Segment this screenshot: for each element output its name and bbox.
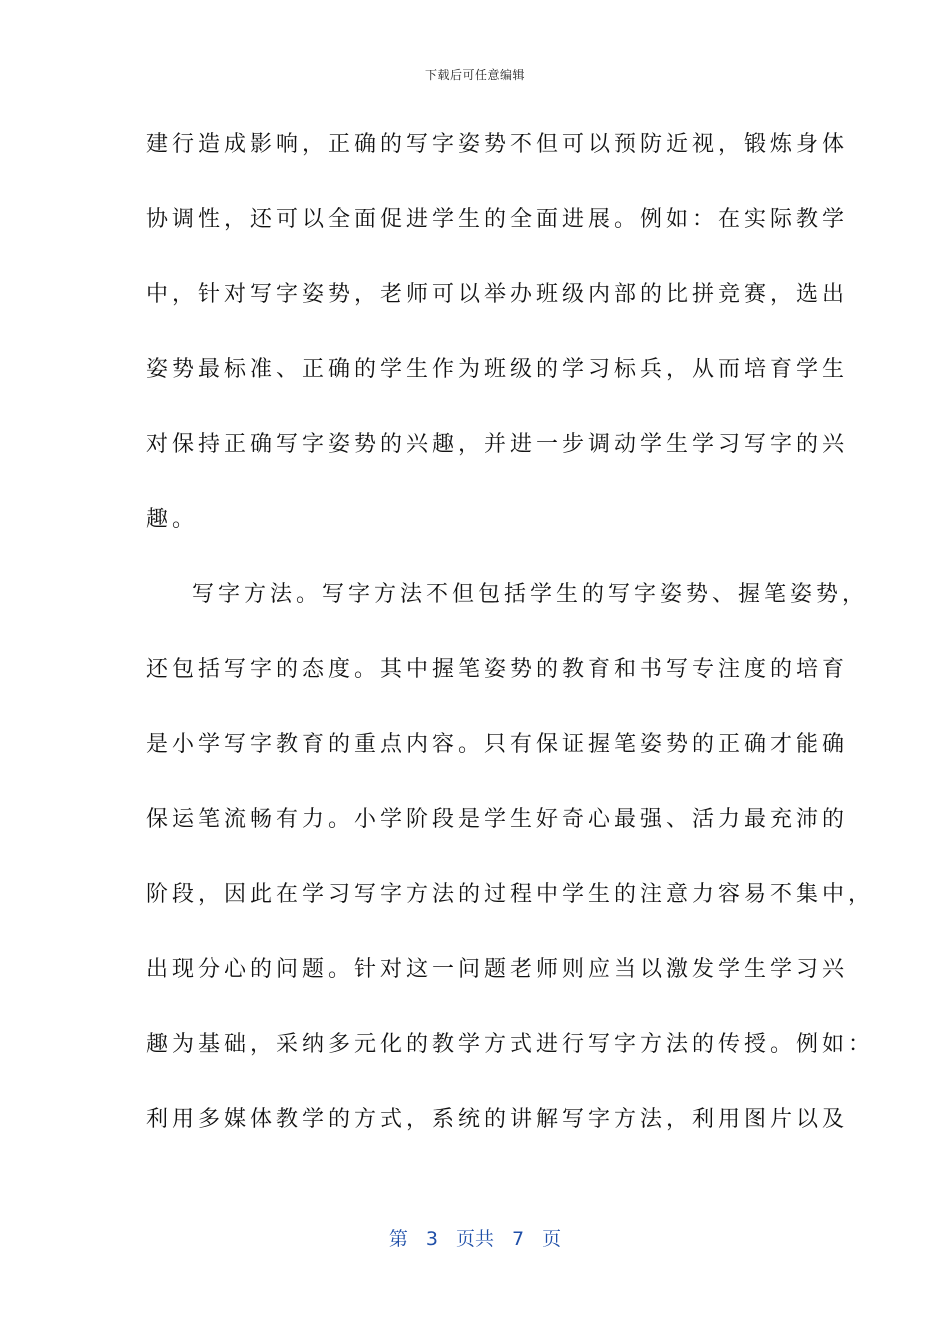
document-body xyxy=(146,122,875,1172)
body-line: 建行造成影响，正确的写字姿势不但可以预防近视，锻炼身体 xyxy=(146,132,849,157)
page-header-note: 下载后可任意编辑 xyxy=(424,68,525,82)
body-line: 趣为基础，采纳多元化的教学方式进行写字方法的传授。例如： xyxy=(146,1032,875,1057)
body-line: 中，针对写字姿势，老师可以举办班级内部的比拼竞赛，选出 xyxy=(146,282,849,307)
footer-middle: 页共 xyxy=(455,1228,494,1250)
footer-current-page: 3 xyxy=(425,1228,438,1250)
body-line: 保运笔流畅有力。小学阶段是学生好奇心最强、活力最充沛的 xyxy=(146,807,849,832)
body-line: 姿势最标准、正确的学生作为班级的学习标兵，从而培育学生 xyxy=(146,357,849,382)
body-line: 阶段，因此在学习写字方法的过程中学生的注意力容易不集中， xyxy=(146,882,875,907)
body-line: 是小学写字教育的重点内容。只有保证握笔姿势的正确才能确 xyxy=(146,732,849,757)
body-line: 出现分心的问题。针对这一问题老师则应当以激发学生学习兴 xyxy=(146,957,849,982)
paragraph-start-line: 写字方法。写字方法不但包括学生的写字姿势、握笔姿势， xyxy=(192,582,869,607)
body-line: 利用多媒体教学的方式，系统的讲解写字方法，利用图片以及 xyxy=(146,1107,849,1132)
footer-prefix: 第 xyxy=(388,1228,408,1250)
footer-suffix: 页 xyxy=(542,1228,562,1250)
body-line: 趣。 xyxy=(146,507,199,532)
page-number-footer xyxy=(0,1224,950,1251)
body-line: 协调性，还可以全面促进学生的全面进展。例如：在实际教学 xyxy=(146,207,849,232)
footer-total-pages: 7 xyxy=(512,1228,525,1250)
body-line: 对保持正确写字姿势的兴趣，并进一步调动学生学习写字的兴 xyxy=(146,432,849,457)
body-line: 还包括写字的态度。其中握笔姿势的教育和书写专注度的培育 xyxy=(146,657,849,682)
